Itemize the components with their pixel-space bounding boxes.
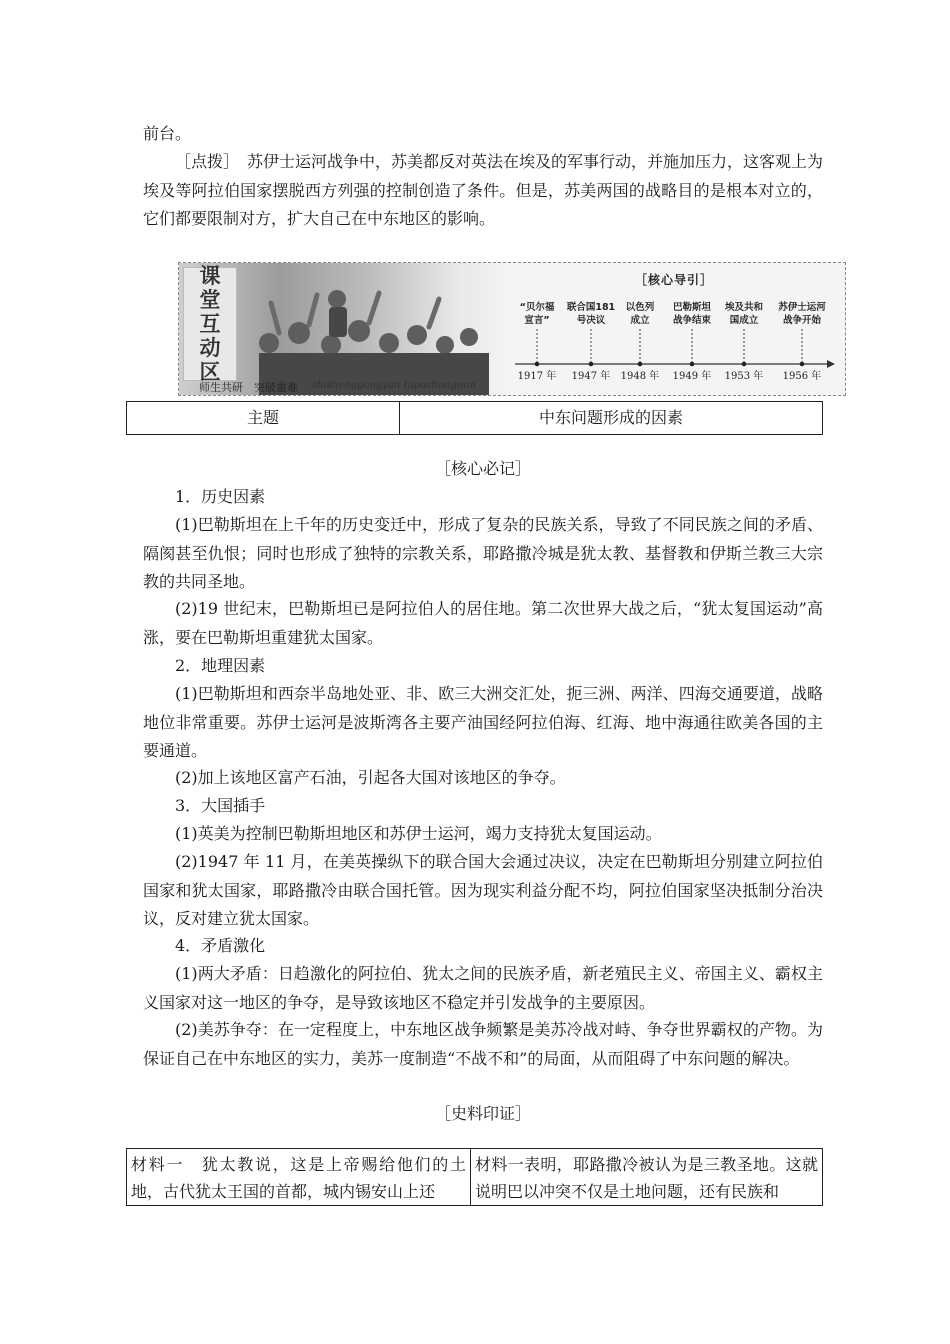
timeline-event: 宣言” xyxy=(524,315,550,326)
section-paragraph: (1)英美为控制巴勒斯坦地区和苏伊士运河，竭力支持犹太复国运动。 xyxy=(175,824,662,843)
table-row xyxy=(127,402,823,435)
timeline-entry xyxy=(673,301,712,382)
timeline-dot xyxy=(742,362,747,367)
section-title: 1．历史因素 xyxy=(175,487,266,506)
timeline-event: 号决议 xyxy=(576,315,606,326)
timeline-year: 1956 年 xyxy=(782,371,822,382)
banner-subtitle: 师生共研 突破重难 xyxy=(199,381,298,394)
timeline-event: “贝尔福 xyxy=(519,302,555,313)
timeline-year: 1949 年 xyxy=(672,371,712,382)
timeline-event: 以色列 xyxy=(625,302,655,313)
timeline-arrow-icon xyxy=(827,360,835,368)
timeline-event: 战争结束 xyxy=(672,315,712,326)
timeline-entry xyxy=(778,301,826,382)
timeline-dot xyxy=(638,362,643,367)
timeline-entry xyxy=(621,301,660,382)
section-title: 3．大国插手 xyxy=(175,796,266,815)
timeline-dot xyxy=(535,362,540,367)
timeline-event: 埃及共和 xyxy=(724,302,764,313)
table-row xyxy=(127,1149,823,1206)
timeline-year: 1917 年 xyxy=(517,371,557,382)
section-paragraph: (2)19 世纪末，巴勒斯坦已是阿拉伯人的居住地。第二次世界大战之后，“犹太复国运动”高涨，要在巴勒斯坦重建犹太国家。 xyxy=(143,599,823,647)
topic-label: 主题 xyxy=(127,402,400,435)
section-paragraph: (1)两大矛盾：日趋激化的阿拉伯、犹太之间的民族矛盾，新老殖民主义、帝国主义、霸权主义国家对这一地区的争夺，是导致该地区不稳定并引发战争的主要原因。 xyxy=(143,964,823,1012)
continued-line: 前台。 xyxy=(143,124,192,143)
section-paragraph: (1)巴勒斯坦和西奈半岛地处亚、非、欧三大洲交汇处，扼三洲、两洋、四海交通要道，战略地位非常重要。苏伊士运河是波斯湾各主要产油国经阿拉伯海、红海、地中海通往欧美各国的主要通道。 xyxy=(143,684,823,760)
timeline-dot xyxy=(690,362,695,367)
hint-paragraph: ［点拨］ 苏伊士运河战争中，苏美都反对英法在埃及的军事行动，并施加压力，这客观上为埃及等阿拉伯国家摆脱西方列强的控制创造了条件。但是，苏美两国的战略目的是根本对立的，它们都要限制对方，扩大自己在中东地区的影响。 xyxy=(143,152,824,228)
timeline-entry xyxy=(518,301,557,382)
timeline-event: 巴勒斯坦 xyxy=(672,302,712,313)
banner-title-char: 动 xyxy=(199,336,221,360)
section-paragraph: (2)1947 年 11 月，在美英操纵下的联合国大会通过决议，决定在巴勒斯坦分别建立阿拉伯国家和犹太国家，耶路撒冷由联合国托管。因为现实利益分配不均，阿拉伯国家坚决抵制分治决议，反对建立犹太国家。 xyxy=(143,852,823,928)
section-paragraph: (1)巴勒斯坦在上千年的历史变迁中，形成了复杂的民族关系，导致了不同民族之间的矛盾、隔阂甚至仇恨；同时也形成了独特的宗教关系，耶路撒冷城是犹太教、基督教和伊斯兰教三大宗教的共同圣地。 xyxy=(143,515,823,591)
classroom-banner xyxy=(178,262,846,396)
timeline-year: 1953 年 xyxy=(724,371,764,382)
banner-title xyxy=(183,264,237,384)
section-title: 4．矛盾激化 xyxy=(175,936,266,955)
timeline-year: 1948 年 xyxy=(620,371,660,382)
timeline-dot xyxy=(800,362,805,367)
topic-table xyxy=(126,401,823,435)
timeline-event: 成立 xyxy=(630,315,650,326)
timeline xyxy=(509,293,845,393)
banner-pinyin: shishenggongyan tupozhongnan xyxy=(312,380,476,391)
material-analysis: 材料一表明，耶路撒冷被认为是三教圣地。这就说明巴以冲突不仅是土地问题，还有民族和 xyxy=(471,1149,823,1206)
material-table xyxy=(126,1148,823,1206)
banner-title-char: 课 xyxy=(199,264,221,288)
section-paragraph: (2)加上该地区富产石油，引起各大国对该地区的争夺。 xyxy=(175,768,566,787)
timeline-entry xyxy=(567,301,615,382)
section-title: 2．地理因素 xyxy=(175,656,266,675)
banner-title-char: 互 xyxy=(199,312,221,336)
crowd-illustration xyxy=(239,273,509,395)
timeline-event: 联合国181 xyxy=(566,302,616,313)
core-guide-title: ［核心导引］ xyxy=(635,273,714,287)
evidence-heading: ［史料印证］ xyxy=(434,1104,531,1123)
timeline-event: 国成立 xyxy=(729,315,759,326)
banner-title-char: 区 xyxy=(199,360,221,384)
section-paragraph: (2)美苏争夺：在一定程度上，中东地区战争频繁是美苏冷战对峙、争夺世界霸权的产物。为保证自己在中东地区的实力，美苏一度制造“不战不和”的局面，从而阻碍了中东问题的解决。 xyxy=(143,1020,823,1068)
material-text: 材料一 犹太教说，这是上帝赐给他们的土地，古代犹太王国的首都，城内锡安山上还 xyxy=(127,1149,471,1206)
core-heading: ［核心必记］ xyxy=(434,459,531,478)
topic-value: 中东问题形成的因素 xyxy=(400,402,823,435)
timeline-dot xyxy=(589,362,594,367)
timeline-event: 战争开始 xyxy=(782,315,822,326)
timeline-year: 1947 年 xyxy=(571,371,611,382)
timeline-event: 苏伊士运河 xyxy=(778,302,826,313)
banner-title-char: 堂 xyxy=(199,288,221,312)
timeline-entry xyxy=(724,301,764,382)
